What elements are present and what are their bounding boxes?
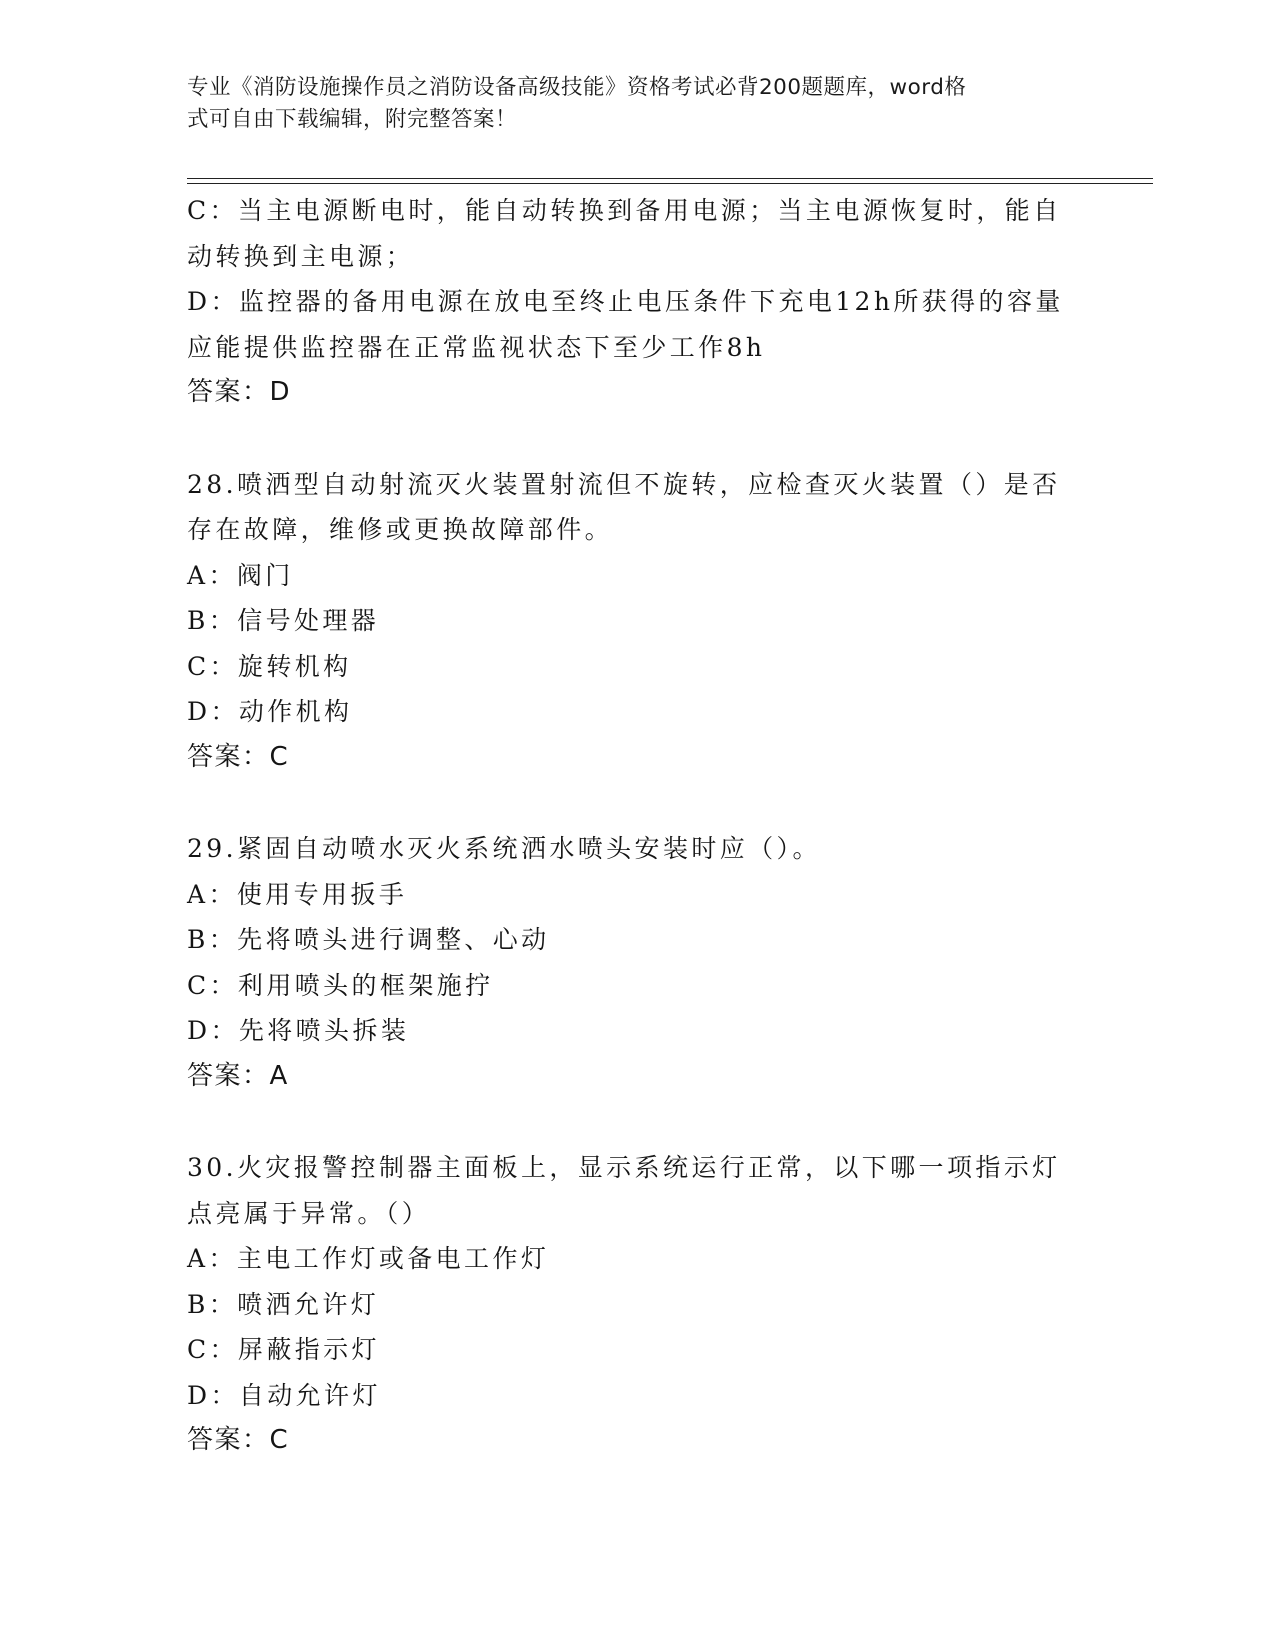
spacer [187,1099,1087,1145]
question-29 [187,826,1087,1099]
document-header [187,72,1067,136]
document-body [187,188,1087,1464]
option-d: D：先将喷头拆装 [187,1016,410,1045]
answer-line: 答案：D [187,377,292,407]
option-line: 应能提供监控器在正常监视状态下至少工作8h [187,332,766,362]
spacer [187,416,1087,462]
option-line: D：监控器的备用电源在放电至终止电压条件下充电12h所获得的容量 [187,287,1064,316]
option-b: B：喷洒允许灯 [187,1289,380,1319]
option-b: B：先将喷头进行调整、心动 [187,925,550,954]
option-c: C：利用喷头的框架施拧 [187,970,494,1000]
option-line: 动转换到主电源； [187,241,415,271]
answer-line: 答案：C [187,1425,290,1455]
question-30 [187,1145,1087,1464]
question-stem: 29.紧固自动喷水灭火系统洒水喷头安装时应（）。 [187,834,821,863]
option-line: C：当主电源断电时，能自动转换到备用电源；当主电源恢复时，能自 [187,196,1062,225]
header-line-2: 式可自由下载编辑，附完整答案！ [187,107,518,132]
option-a: A：阀门 [187,560,294,590]
question-stem: 存在故障，维修或更换故障部件。 [187,515,614,544]
answer-line: 答案：C [187,741,290,772]
header-divider-bottom [187,183,1153,184]
option-d: D：动作机构 [187,697,353,726]
spacer [187,780,1087,826]
option-b: B：信号处理器 [187,606,380,635]
option-c: C：旋转机构 [187,651,352,681]
question-stem: 28.喷洒型自动射流灭火装置射流但不旋转，应检查灭火装置（）是否 [187,469,1061,499]
header-divider-top [187,178,1153,179]
option-a: A：主电工作灯或备电工作灯 [187,1244,550,1273]
question-28 [187,462,1087,781]
question-stem: 点亮属于异常。（） [187,1198,431,1228]
question-27-continuation [187,188,1087,416]
option-a: A：使用专用扳手 [187,879,408,909]
option-c: C：屏蔽指示灯 [187,1335,380,1364]
answer-line: 答案：A [187,1060,289,1091]
header-line-1: 专业《消防设施操作员之消防设备高级技能》资格考试必背200题题库，word格 [187,75,967,100]
question-stem: 30.火灾报警控制器主面板上，显示系统运行正常，以下哪一项指示灯 [187,1153,1061,1182]
option-d: D：自动允许灯 [187,1380,381,1410]
